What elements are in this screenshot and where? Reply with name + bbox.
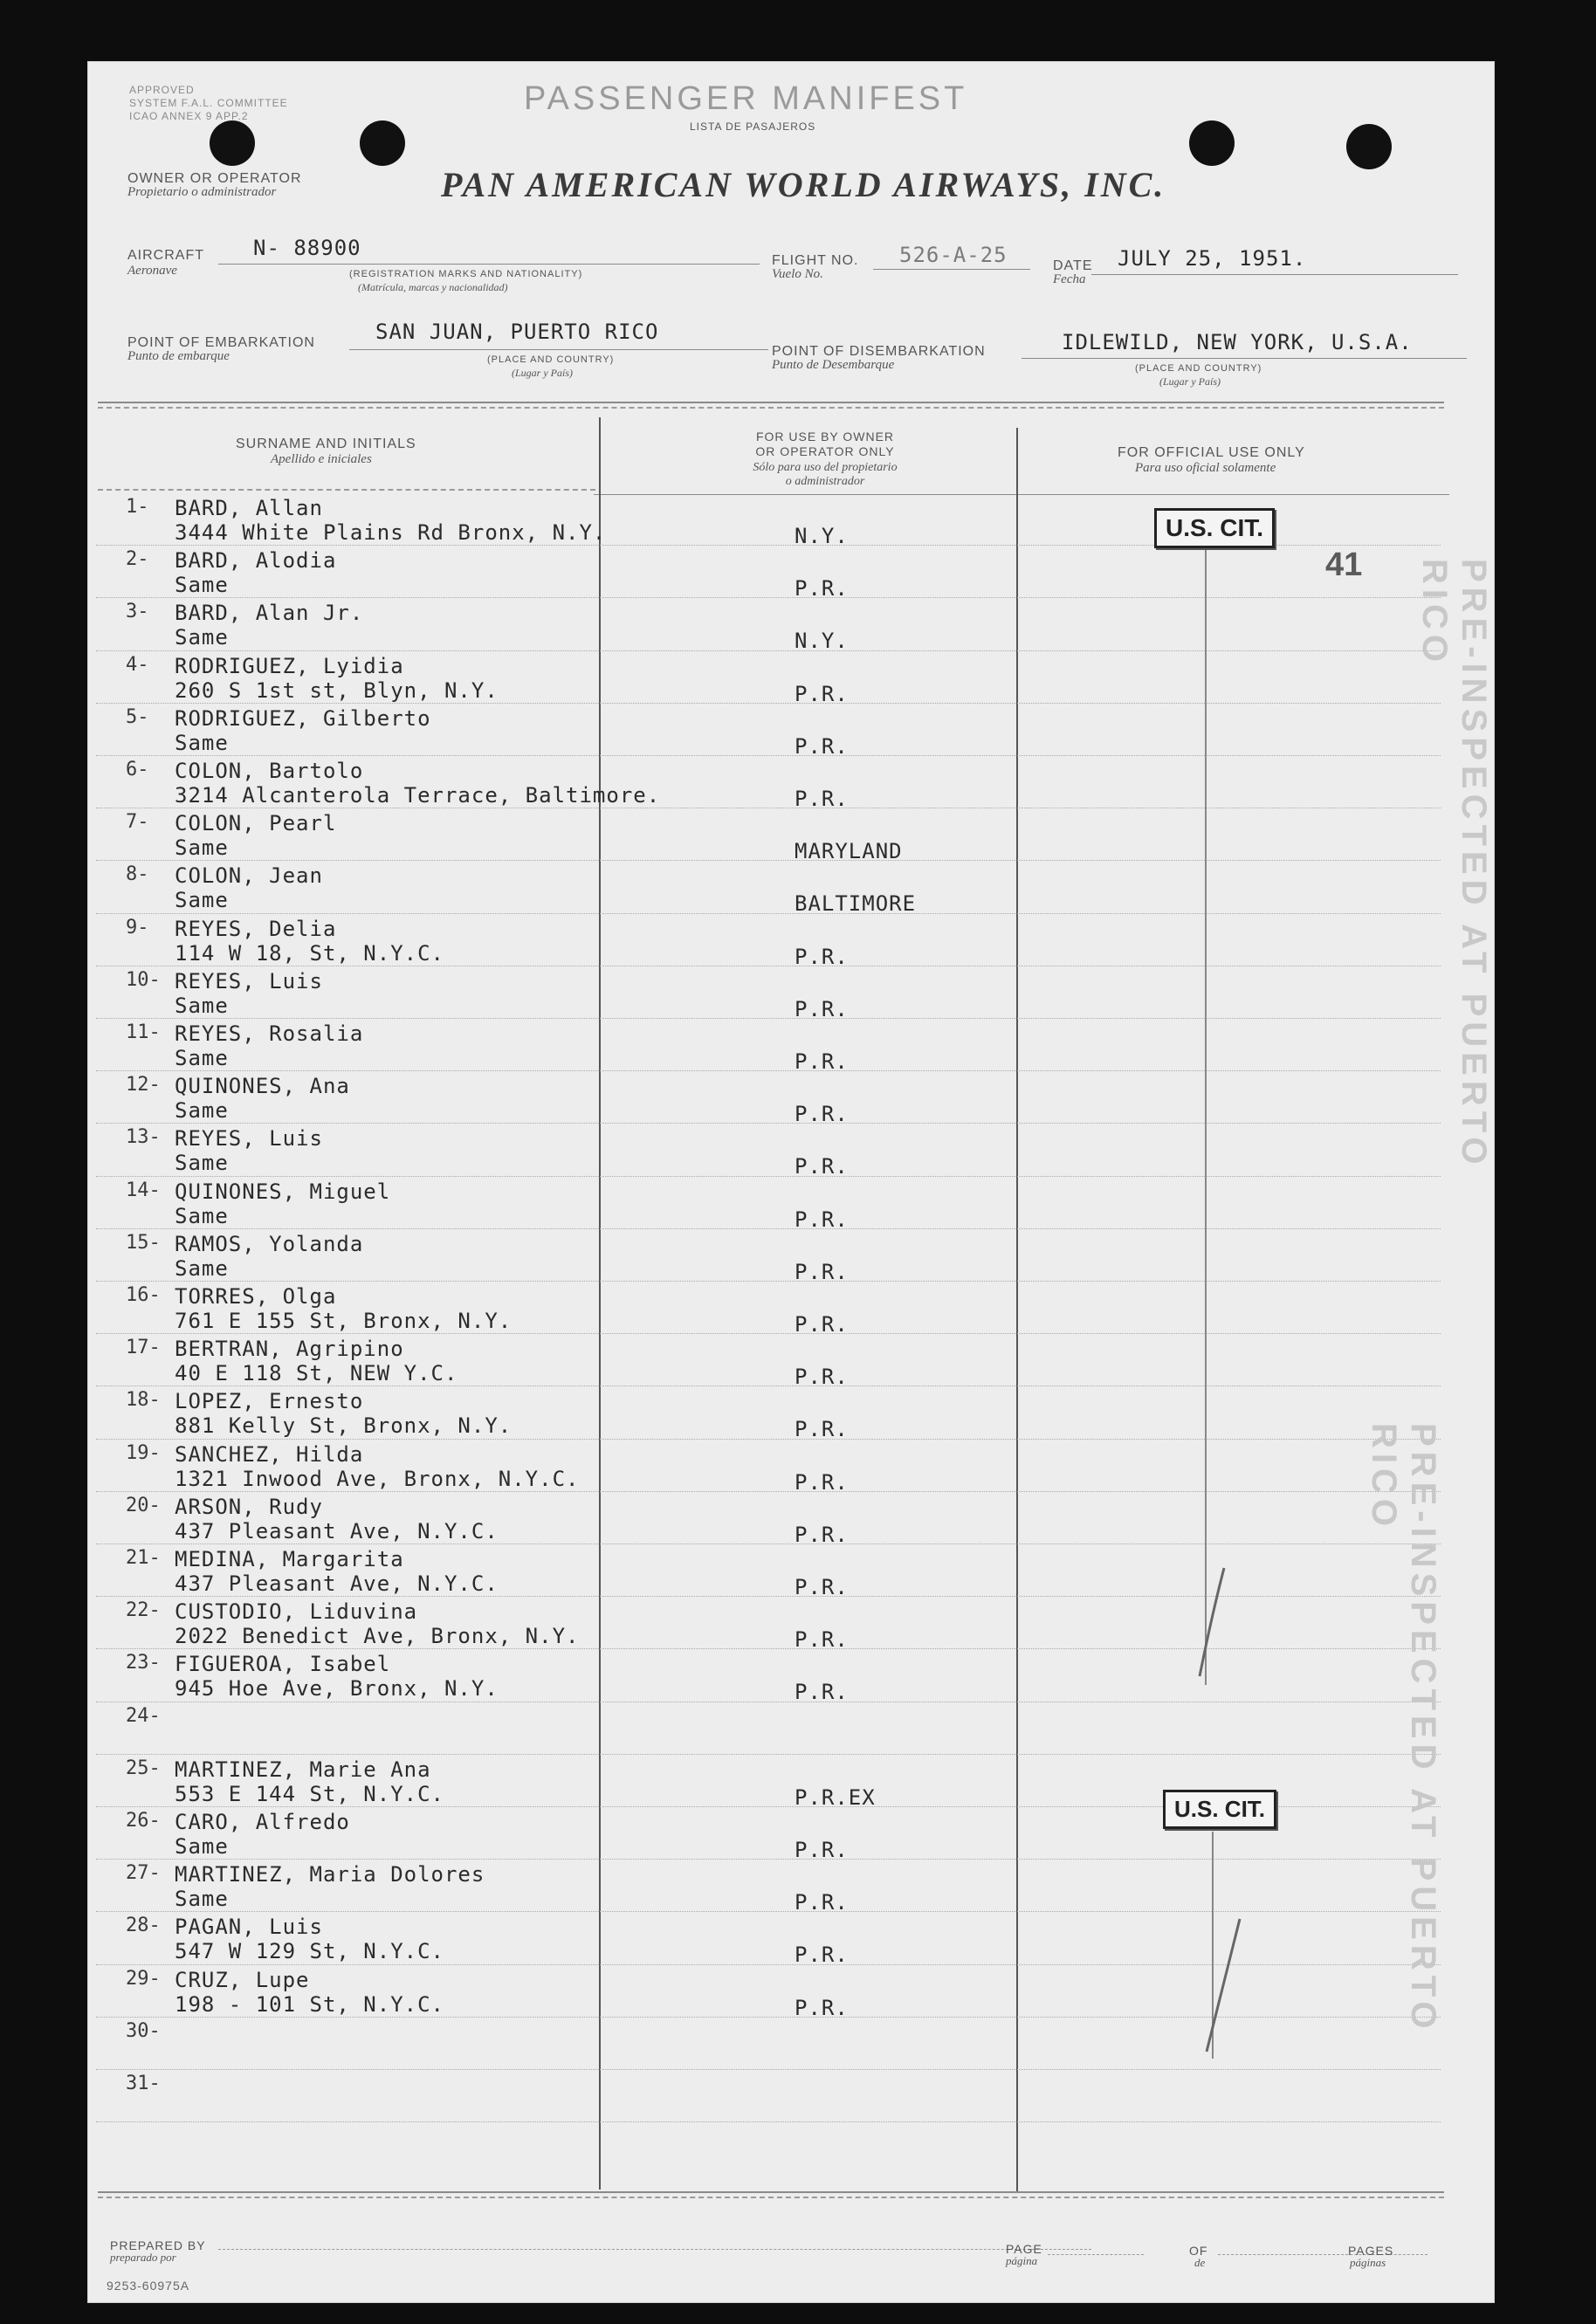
passenger-number: 29- <box>126 1967 161 1990</box>
passenger-address: Same <box>175 1834 229 1859</box>
passenger-count: 41 <box>1325 547 1363 583</box>
col-official-header: FOR OFFICIAL USE ONLY <box>1118 445 1305 460</box>
passenger-name: COLON, Pearl <box>175 811 337 836</box>
passenger-name: FIGUEROA, Isabel <box>175 1652 391 1677</box>
passenger-name: ARSON, Rudy <box>175 1494 323 1519</box>
passenger-number: 2- <box>126 548 149 571</box>
passenger-address: Same <box>175 1255 229 1281</box>
col-header-rule <box>594 494 1449 495</box>
passenger-number: 14- <box>126 1179 161 1201</box>
passenger-number: 18- <box>126 1389 161 1412</box>
row-rule <box>96 860 1441 861</box>
table-top-rule-2 <box>98 407 1444 409</box>
passenger-origin-mark: P.R. <box>795 1102 849 1127</box>
passenger-number: 20- <box>126 1494 161 1516</box>
disembark-underline <box>1022 358 1467 359</box>
of-line <box>1218 2254 1427 2255</box>
aircraft-underline <box>218 264 760 265</box>
passenger-origin-mark: P.R. <box>795 996 849 1021</box>
us-citizen-stamp: U.S. CIT. <box>1163 1790 1276 1829</box>
passenger-number: 26- <box>126 1810 161 1832</box>
table-bottom-rule <box>98 2191 1444 2193</box>
prepared-by-line <box>218 2249 1091 2250</box>
passenger-origin-mark: P.R. <box>795 1312 849 1337</box>
flight-underline <box>873 269 1030 270</box>
passenger-address: 260 S 1st st, Blyn, N.Y. <box>175 677 499 703</box>
row-rule <box>96 1859 1441 1860</box>
col-owner-header-es <box>703 461 947 489</box>
col-owner-es-line: o administrador <box>785 475 865 488</box>
passenger-address: Same <box>175 835 229 861</box>
col-surname-header: SURNAME AND INITIALS <box>236 437 416 451</box>
passenger-address: 547 W 129 St, N.Y.C. <box>175 1939 444 1964</box>
aircraft-label: AIRCRAFT <box>127 248 204 263</box>
passenger-name: LOPEZ, Ernesto <box>175 1389 364 1414</box>
passenger-name: REYES, Delia <box>175 916 337 941</box>
disembark-label-es: Punto de Desembarque <box>772 358 895 372</box>
passenger-name: MEDINA, Margarita <box>175 1547 404 1571</box>
passenger-number: 3- <box>126 601 149 623</box>
prepared-by-label-es: preparado por <box>110 2251 176 2264</box>
passenger-name: CUSTODIO, Liduvina <box>175 1599 418 1625</box>
form-number: 9253-60975A <box>107 2279 190 2293</box>
table-top-rule <box>98 402 1444 403</box>
passenger-address: 3444 White Plains Rd Bronx, N.Y. <box>175 520 607 545</box>
passenger-address: 761 E 155 St, Bronx, N.Y. <box>175 1309 513 1333</box>
passenger-origin-mark: N.Y. <box>795 629 849 654</box>
passenger-number: 9- <box>126 916 149 939</box>
passenger-name: QUINONES, Ana <box>175 1074 350 1099</box>
passenger-address: Same <box>175 993 229 1018</box>
check-line <box>1205 550 1207 1685</box>
passenger-number: 28- <box>126 1915 161 1937</box>
passenger-origin-mark: P.R. <box>795 1207 849 1232</box>
passenger-origin-mark: P.R. <box>795 1890 849 1915</box>
passenger-number: 16- <box>126 1284 161 1306</box>
row-rule <box>96 1754 1441 1755</box>
passenger-address: 2022 Benedict Ave, Bronx, N.Y. <box>175 1624 580 1649</box>
passenger-number: 27- <box>126 1862 161 1885</box>
flight-label: FLIGHT NO. <box>772 253 859 268</box>
col-owner-line: FOR USE BY OWNER <box>755 430 895 443</box>
passenger-number: 21- <box>126 1547 161 1569</box>
date-value: JULY 25, 1951. <box>1118 246 1307 271</box>
place-caption: (PLACE AND COUNTRY) <box>487 354 615 365</box>
prepared-by-label: PREPARED BY <box>110 2238 206 2252</box>
passenger-origin-mark: P.R. <box>795 1575 849 1599</box>
passenger-number: 19- <box>126 1441 161 1464</box>
check-mark <box>1201 1912 1245 2060</box>
row-rule <box>96 1123 1441 1124</box>
owner-label: OWNER OR OPERATOR <box>127 171 302 186</box>
punch-hole <box>210 120 255 166</box>
passenger-address: 40 E 118 St, NEW Y.C. <box>175 1361 458 1386</box>
passenger-name: REYES, Luis <box>175 968 323 994</box>
passenger-address: Same <box>175 888 229 913</box>
manifest-sheet <box>87 61 1495 2303</box>
passenger-number: 1- <box>126 496 149 518</box>
passenger-origin-mark: P.R. <box>795 1469 849 1495</box>
approval-line: ICAO ANNEX 9 APP.2 <box>129 110 249 122</box>
passenger-name: CRUZ, Lupe <box>175 1967 310 1992</box>
passenger-origin-mark: P.R. <box>795 1680 849 1705</box>
passenger-address: 3214 Alcanterola Terrace, Baltimore. <box>175 783 661 808</box>
passenger-address: Same <box>175 1203 229 1228</box>
row-rule <box>96 1648 1441 1649</box>
place-caption-2: (PLACE AND COUNTRY) <box>1135 363 1262 374</box>
punch-hole <box>1189 120 1235 166</box>
approval-line: APPROVED <box>129 84 195 96</box>
owner-label-es: Propietario o administrador <box>127 185 277 199</box>
row-rule <box>96 1439 1441 1440</box>
passenger-number: 30- <box>126 2019 161 2042</box>
passenger-origin-mark: P.R. <box>795 576 849 602</box>
passenger-number: 7- <box>126 811 149 834</box>
passenger-address: 1321 Inwood Ave, Bronx, N.Y.C. <box>175 1466 580 1491</box>
passenger-number: 12- <box>126 1074 161 1097</box>
passenger-number: 6- <box>126 759 149 780</box>
passenger-name: RODRIGUEZ, Lyidia <box>175 653 404 678</box>
flight-value: 526-A-25 <box>899 243 1008 267</box>
passenger-address: Same <box>175 1151 229 1176</box>
passenger-origin-mark: P.R. <box>795 944 849 969</box>
place-caption-es: (Lugar y País) <box>512 367 573 379</box>
passenger-name: CARO, Alfredo <box>175 1810 350 1834</box>
passenger-address: Same <box>175 1887 229 1912</box>
aircraft-label-es: Aeronave <box>127 264 177 278</box>
row-rule <box>96 703 1441 704</box>
passenger-address: 114 W 18, St, N.Y.C. <box>175 940 444 966</box>
embark-label: POINT OF EMBARKATION <box>127 335 315 350</box>
passenger-name: REYES, Rosalia <box>175 1021 364 1046</box>
passenger-number: 11- <box>126 1021 161 1043</box>
of-label-es: de <box>1194 2256 1206 2269</box>
passenger-origin-mark: P.R. <box>795 1522 849 1547</box>
passenger-number: 4- <box>126 653 149 676</box>
passenger-origin-mark: P.R. <box>795 1838 849 1862</box>
passenger-name: RODRIGUEZ, Gilberto <box>175 705 431 731</box>
passenger-origin-mark: P.R. <box>795 1942 849 1968</box>
passenger-name: BARD, Alan Jr. <box>175 601 364 626</box>
passenger-origin-mark: P.R.EX <box>795 1784 876 1810</box>
passenger-number: 23- <box>126 1652 161 1674</box>
passenger-origin-mark: P.R. <box>795 1417 849 1442</box>
passenger-number: 13- <box>126 1126 161 1149</box>
disembark-label: POINT OF DISEMBARKATION <box>772 344 986 359</box>
column-divider <box>1016 428 1018 2191</box>
row-rule <box>96 1018 1441 1019</box>
passenger-address: Same <box>175 625 229 650</box>
row-rule <box>96 1070 1441 1071</box>
place-caption-2-es: (Lugar y País) <box>1159 375 1221 388</box>
column-divider <box>599 417 601 2190</box>
passenger-origin-mark: P.R. <box>795 733 849 759</box>
passenger-name: PAGAN, Luis <box>175 1915 323 1940</box>
passenger-number: 8- <box>126 863 149 886</box>
passenger-address: 553 E 144 St, N.Y.C. <box>175 1781 444 1806</box>
col-owner-es-line: Sólo para uso del propietario <box>753 461 898 474</box>
passenger-name: MARTINEZ, Maria Dolores <box>175 1862 485 1887</box>
aircraft-value: N- 88900 <box>253 236 361 260</box>
page-label-es: página <box>1006 2254 1038 2267</box>
row-rule <box>96 1281 1441 1282</box>
pre-inspected-stamp: PRE-INSPECTED AT PUERTO RICO <box>1415 559 1493 1170</box>
passenger-name: BARD, Alodia <box>175 548 337 574</box>
passenger-origin-mark: P.R. <box>795 1259 849 1284</box>
passenger-name: QUINONES, Miguel <box>175 1179 391 1204</box>
passenger-number: 24- <box>126 1704 161 1727</box>
embark-underline <box>349 349 768 350</box>
pages-label-es: páginas <box>1350 2256 1386 2269</box>
passenger-address: Same <box>175 730 229 755</box>
col-owner-header <box>716 430 934 459</box>
passenger-number: 10- <box>126 968 161 991</box>
row-rule <box>96 1176 1441 1177</box>
passenger-origin-mark: P.R. <box>795 681 849 706</box>
date-label-es: Fecha <box>1053 272 1086 286</box>
passenger-origin-mark: P.R. <box>795 1049 849 1074</box>
date-underline <box>1091 274 1458 275</box>
passenger-name: BARD, Allan <box>175 496 323 520</box>
registration-caption-es: (Matrícula, marcas y nacionalidad) <box>358 281 508 293</box>
passenger-origin-mark: P.R. <box>795 1995 849 2020</box>
passenger-name: COLON, Jean <box>175 863 323 889</box>
passenger-number: 31- <box>126 2073 161 2094</box>
row-rule <box>96 1333 1441 1334</box>
row-rule <box>96 2069 1441 2070</box>
embark-label-es: Punto de embarque <box>127 349 230 363</box>
pages-label: PAGES <box>1348 2244 1394 2258</box>
passenger-origin-mark: P.R. <box>795 1365 849 1390</box>
table-bottom-rule-2 <box>98 2197 1444 2198</box>
passenger-name: RAMOS, Yolanda <box>175 1231 364 1256</box>
row-rule <box>96 1596 1441 1597</box>
col-surname-header-es: Apellido e iniciales <box>271 452 372 466</box>
passenger-number: 15- <box>126 1231 161 1254</box>
passenger-address: Same <box>175 1098 229 1124</box>
passenger-origin-mark: P.R. <box>795 787 849 811</box>
passenger-number: 17- <box>126 1337 161 1359</box>
page-label: PAGE <box>1006 2242 1042 2256</box>
carrier-name: PAN AMERICAN WORLD AIRWAYS, INC. <box>441 165 1166 204</box>
approval-note <box>129 84 288 123</box>
passenger-origin-mark: P.R. <box>795 1627 849 1653</box>
passenger-origin-mark: P.R. <box>795 1154 849 1179</box>
row-rule <box>96 2121 1441 2122</box>
row-rule <box>96 1491 1441 1492</box>
manifest-title-es: LISTA DE PASAJEROS <box>690 120 816 133</box>
row-rule <box>96 913 1441 914</box>
of-label: OF <box>1189 2244 1208 2258</box>
date-label: DATE <box>1053 258 1093 273</box>
passenger-address: 881 Kelly St, Bronx, N.Y. <box>175 1413 513 1439</box>
page-line <box>1048 2254 1144 2255</box>
pre-inspected-stamp: PRE-INSPECTED AT PUERTO RICO <box>1365 1423 1442 2034</box>
passenger-name: REYES, Luis <box>175 1126 323 1152</box>
row-rule <box>96 755 1441 756</box>
flight-label-es: Vuelo No. <box>772 267 823 281</box>
us-citizen-stamp: U.S. CIT. <box>1154 508 1275 548</box>
passenger-address: 198 - 101 St, N.Y.C. <box>175 1991 444 2017</box>
passenger-address: 437 Pleasant Ave, N.Y.C. <box>175 1571 499 1596</box>
col-owner-line: OR OPERATOR ONLY <box>755 444 895 458</box>
passenger-name: BERTRAN, Agripino <box>175 1337 404 1362</box>
passenger-number: 25- <box>126 1757 161 1779</box>
passenger-name: TORRES, Olga <box>175 1284 337 1309</box>
passenger-address: Same <box>175 573 229 598</box>
punch-hole <box>360 120 405 166</box>
passenger-name: COLON, Bartolo <box>175 759 364 783</box>
embark-value: SAN JUAN, PUERTO RICO <box>375 320 659 344</box>
disembark-value: IDLEWILD, NEW YORK, U.S.A. <box>1062 330 1413 354</box>
passenger-number: 22- <box>126 1599 161 1622</box>
check-mark <box>1194 1563 1229 1685</box>
col-official-header-es: Para uso oficial solamente <box>1135 461 1276 475</box>
passenger-origin-mark: N.Y. <box>795 524 849 548</box>
passenger-address: 945 Hoe Ave, Bronx, N.Y. <box>175 1676 499 1702</box>
manifest-title: PASSENGER MANIFEST <box>524 80 968 117</box>
registration-caption: (REGISTRATION MARKS AND NATIONALITY) <box>349 269 583 279</box>
passenger-address: 437 Pleasant Ave, N.Y.C. <box>175 1518 499 1544</box>
passenger-origin-mark: BALTIMORE <box>795 891 917 917</box>
punch-hole <box>1346 124 1392 169</box>
row-rule <box>96 650 1441 651</box>
passenger-number: 5- <box>126 705 149 728</box>
passenger-address: Same <box>175 1046 229 1070</box>
col-header-rule-left <box>98 489 595 491</box>
passenger-name: MARTINEZ, Marie Ana <box>175 1757 431 1782</box>
row-rule <box>96 1385 1441 1386</box>
approval-line: SYSTEM F.A.L. COMMITTEE <box>129 97 288 109</box>
passenger-origin-mark: MARYLAND <box>795 839 903 864</box>
passenger-name: SANCHEZ, Hilda <box>175 1441 364 1467</box>
row-rule <box>96 1228 1441 1229</box>
row-rule <box>96 597 1441 598</box>
